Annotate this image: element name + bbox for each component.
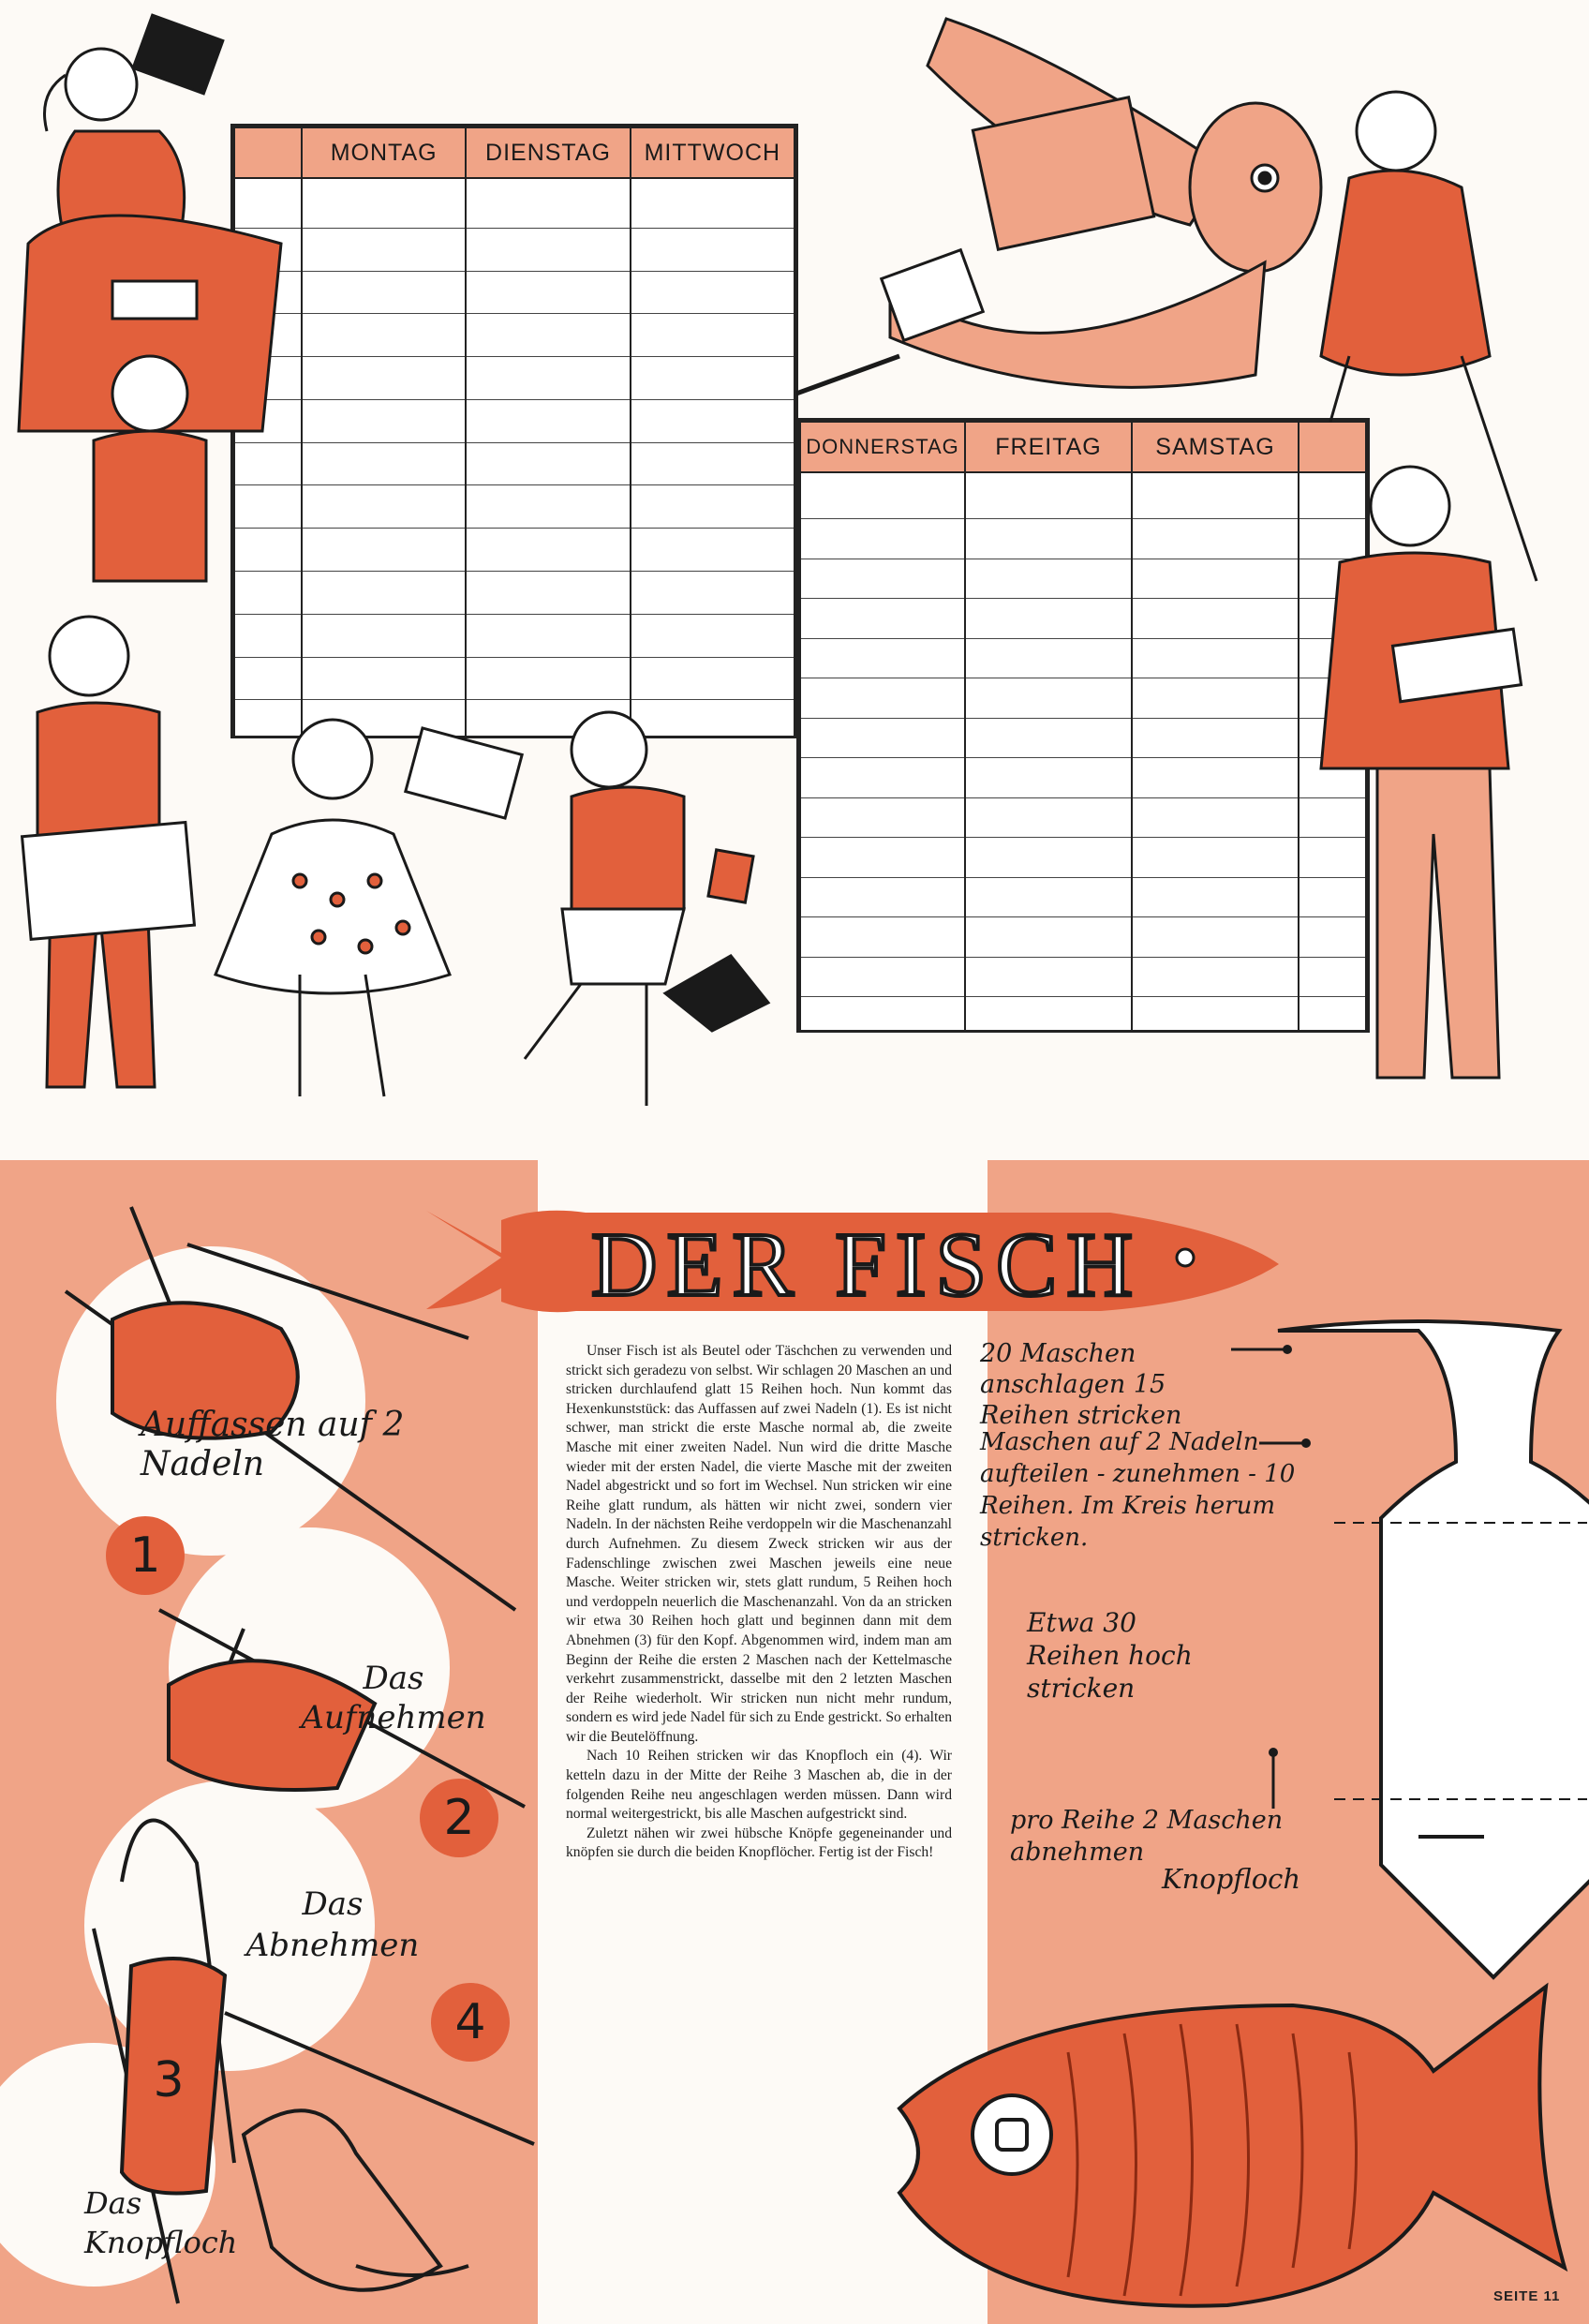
step-3-caption: Das Abnehmen <box>245 1885 420 1964</box>
note-cast-on: 20 Maschen anschlagen 15 Reihen stricken <box>980 1339 1182 1430</box>
day-header-monday: MONTAG <box>302 127 466 178</box>
pelican-illustration <box>796 19 1321 394</box>
article-paragraph: Nach 10 Reihen stricken wir das Knopfloch ein (4). Wir ketteln dazu in der Mitte der Reihe 3 Maschen ab, die in der folgenden Reihe neu angeschlagen werden müssen. Dann wird normal weitergestrickt, bis alle Maschen aufgestrickt sind. <box>566 1748 952 1823</box>
note-split-needles: Maschen auf 2 Nadeln aufteilen - zunehmen - 10 Reihen. Im Kreis herum stricken. <box>980 1428 1296 1552</box>
boys-stack-illustration <box>22 356 206 1087</box>
day-header-thursday: DONNERSTAG <box>800 422 965 472</box>
step-number-4: 4 <box>431 1983 510 2062</box>
step-4-caption: Das Knopfloch <box>84 2185 238 2260</box>
article-paragraph: Unser Fisch ist als Beutel oder Täschchen zu verwenden und strickt sich geradezu von selbst. Wir schlagen 20 Maschen an und stricken durchlaufend glatt 15 Reihen hoch. Nun kommt das Hexenkunststück: das Auffassen auf zwei Nadeln (1). Es ist nicht schwer, man strickt die erste Masche normal ab, die zweite Masche mit einer zweiten Nadel. Nun wird die dritte Masche wieder mit der ersten Nadel, die vierte Masche mit der zweiten Nadel abgestrickt und so fort im Wechsel. Nun stricken wir eine Reihe glatt rundum, als hätten wir nicht zwei, sondern vier Nadeln. In der nächsten Reihe verdoppeln wir die Maschenanzahl durch Aufnehmen. Zu diesem Zweck stricken wir aus der Fadenschlinge zwischen zwei Maschen jeweils eine neue Masche. Weiter stricken wir, stets glatt rundum, 5 Reihen hoch und verdoppeln neuerlich die Maschenanzahl. Von da an stricken wir etwa 30 Reihen hoch glatt und beginnen dann mit dem Abnehmen (3) für den Kopf. Abgenommen wird, indem man am Beginn der Reihe die ersten 2 Maschen nach der Kettelmasche verkehrt zusammenstrickt, dasselbe mit den 2 letzten Maschen der Reihe wiederholt. Wir stricken nun nicht mehr rundum, sondern es wird jede Nadel für sich zu Ende gestrickt. So erhalten wir die Beutelöffnung. <box>566 1343 952 1745</box>
day-header-friday: FREITAG <box>965 422 1132 472</box>
day-header-saturday: SAMSTAG <box>1132 422 1299 472</box>
note-decrease: pro Reihe 2 Maschen abnehmen <box>1010 1806 1284 1867</box>
article-body <box>566 1342 952 1863</box>
step-number-2: 2 <box>420 1779 498 1857</box>
button-eye-icon <box>973 2095 1051 2174</box>
step-number-1: 1 <box>106 1516 185 1595</box>
note-buttonhole: Knopfloch <box>1162 1863 1301 1895</box>
page-number: SEITE 11 <box>1493 2288 1561 2304</box>
article-paragraph: Zuletzt nähen wir zwei hübsche Knöpfe gegeneinander und knöpfen sie durch die beiden Knopflöcher. Fertig ist der Fisch! <box>566 1825 952 1861</box>
boy-running-illustration <box>525 712 768 1106</box>
day-header-wednesday: MITTWOCH <box>631 127 794 178</box>
girl-polka-dress-illustration <box>215 720 522 1096</box>
step-2-caption: Das Aufnehmen <box>301 1660 486 1736</box>
step-number-3: 3 <box>129 2041 208 2120</box>
children-illustrations <box>0 0 1589 1158</box>
note-knit-30-rows: Etwa 30 Reihen hoch stricken <box>1027 1607 1193 1704</box>
knitting-steps-illustration <box>0 1160 538 2324</box>
knitted-fish-illustration <box>881 1968 1589 2324</box>
boy-with-clipboard-illustration <box>1321 467 1522 1078</box>
step-1-caption: Auffassen auf 2 Nadeln <box>141 1406 405 1483</box>
day-header-tuesday: DIENSTAG <box>466 127 630 178</box>
title-text: DER FISCH <box>590 1214 1143 1316</box>
